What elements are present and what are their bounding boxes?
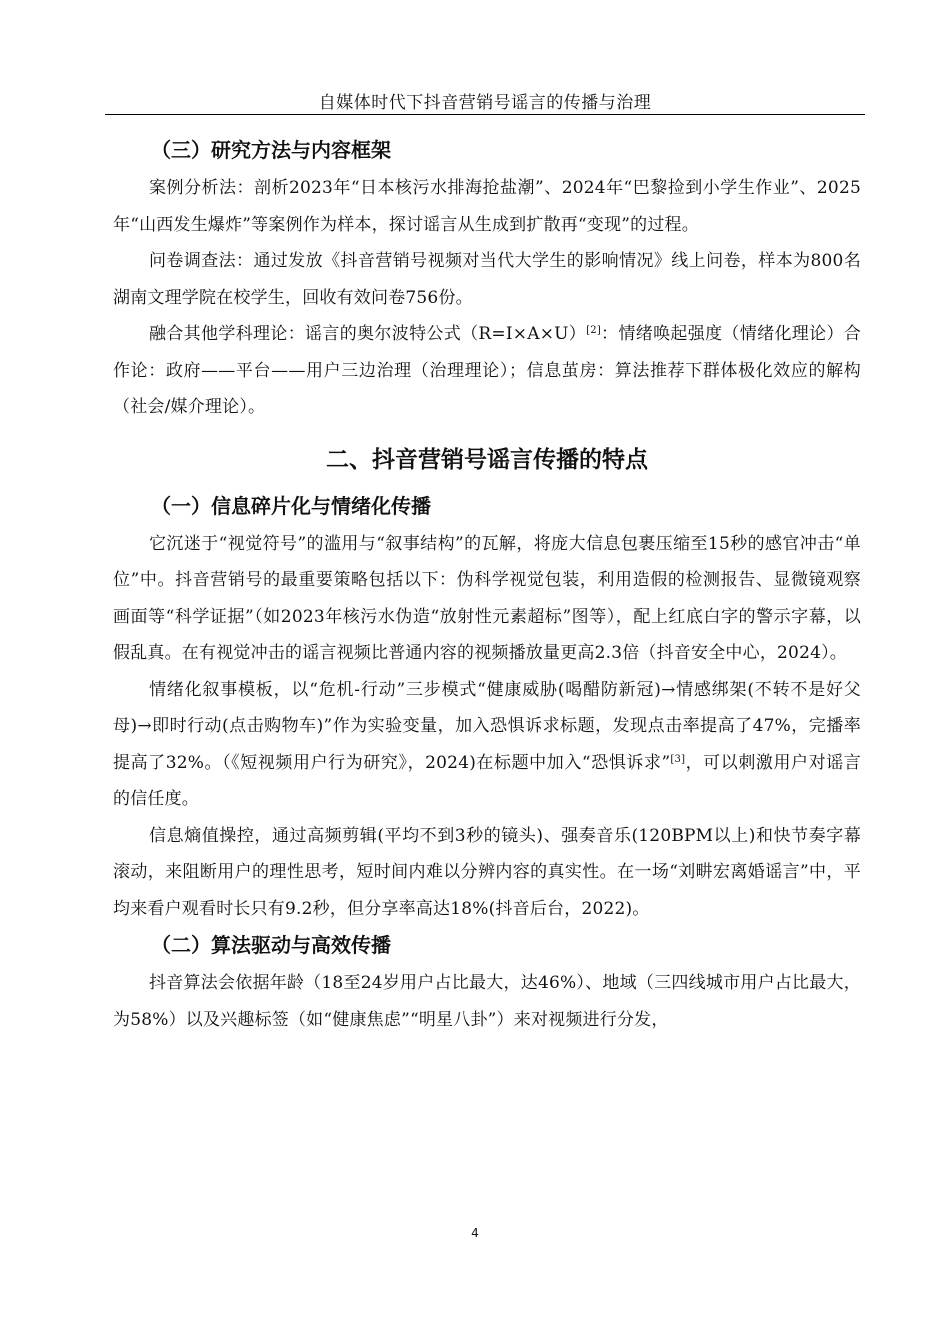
header-rule (105, 114, 865, 115)
section-heading-algorithm: （二）算法驱动与高效传播 (151, 933, 391, 957)
paragraph-visual-symbols: 它沉迷于“视觉符号”的滥用与“叙事结构”的瓦解，将庞大信息包裹压缩至15秒的感官冲击“单位”中。抖音营销号的最重要策略包括以下：伪科学视觉包装，利用造假的检测报告、显微镜观察画面等“科学证据”（如2023年核污水伪造“放射性元素超标”图等），配上红底白字的警示字幕，以假乱真。在有视觉冲击的谣言视频比普通内容的视频播放量更高2.3倍（抖音安全中心，2024）。 (113, 533, 861, 663)
paragraph-theories (113, 316, 861, 426)
paragraph-case-analysis: 案例分析法：剖析2023年“日本核污水排海抢盐潮”、2024年“巴黎捡到小学生作业”、2025年“山西发生爆炸”等案例作为样本，探讨谣言从生成到扩散再“变现”的过程。 (113, 178, 861, 235)
chapter-heading: 二、抖音营销号谣言传播的特点 (326, 446, 648, 473)
paragraph-survey: 问卷调查法：通过发放《抖音营销号视频对当代大学生的影响情况》线上问卷，样本为800名湖南文理学院在校学生，回收有效问卷756份。 (113, 251, 861, 308)
paragraph-emotional-text-a: 情绪化叙事模板，以“危机-行动”三步模式“健康威胁(喝醋防新冠)→情感绑架(不转不是好父母)→即时行动(点击购物车)”作为实验变量，加入恐惧诉求标题，发现点击率提高了47%，完播率提高了32%。（《短视频用户行为研究》，2024)在标题中加入“恐惧诉求” (113, 679, 861, 773)
paragraph-entropy: 信息熵值操控，通过高频剪辑(平均不到3秒的镜头)、强奏音乐(120BPM以上)和快节奏字幕滚动，来阻断用户的理性思考，短时间内难以分辨内容的真实性。在一场“刘畊宏离婚谣言”中，平均来看户观看时长只有9.2秒，但分享率高达18%(抖音后台，2022)。 (113, 825, 861, 919)
citation-2: [2] (586, 325, 601, 336)
paragraph-algorithm: 抖音算法会依据年龄（18至24岁用户占比最大，达46%）、地域（三四线城市用户占比最大，为58%）以及兴趣标签（如“健康焦虑”“明星八卦”）来对视频进行分发， (113, 973, 861, 1030)
section-heading-methods: （三）研究方法与内容框架 (151, 138, 391, 162)
citation-3: [3] (670, 753, 686, 765)
page-number: 4 (471, 1226, 479, 1240)
paragraph-emotional-text-b: ，可以刺激用户对谣言的信任度。 (113, 752, 862, 809)
page-body (113, 132, 861, 1038)
section-heading-fragmentation: （一）信息碎片化与情绪化传播 (151, 493, 431, 518)
paragraph-theories-text-b: ：情绪唤起强度（情绪化理论）合作论：政府——平台——用户三边治理（治理理论）；信息茧房：算法推荐下群体极化效应的解构（社会/媒介理论）。 (113, 324, 861, 417)
paragraph-emotional-narrative (113, 672, 861, 818)
running-header: 自媒体时代下抖音营销号谣言的传播与治理 (318, 93, 652, 113)
paragraph-theories-text-a: 融合其他学科理论：谣言的奥尔波特公式（R=I×A×U） (149, 324, 587, 344)
